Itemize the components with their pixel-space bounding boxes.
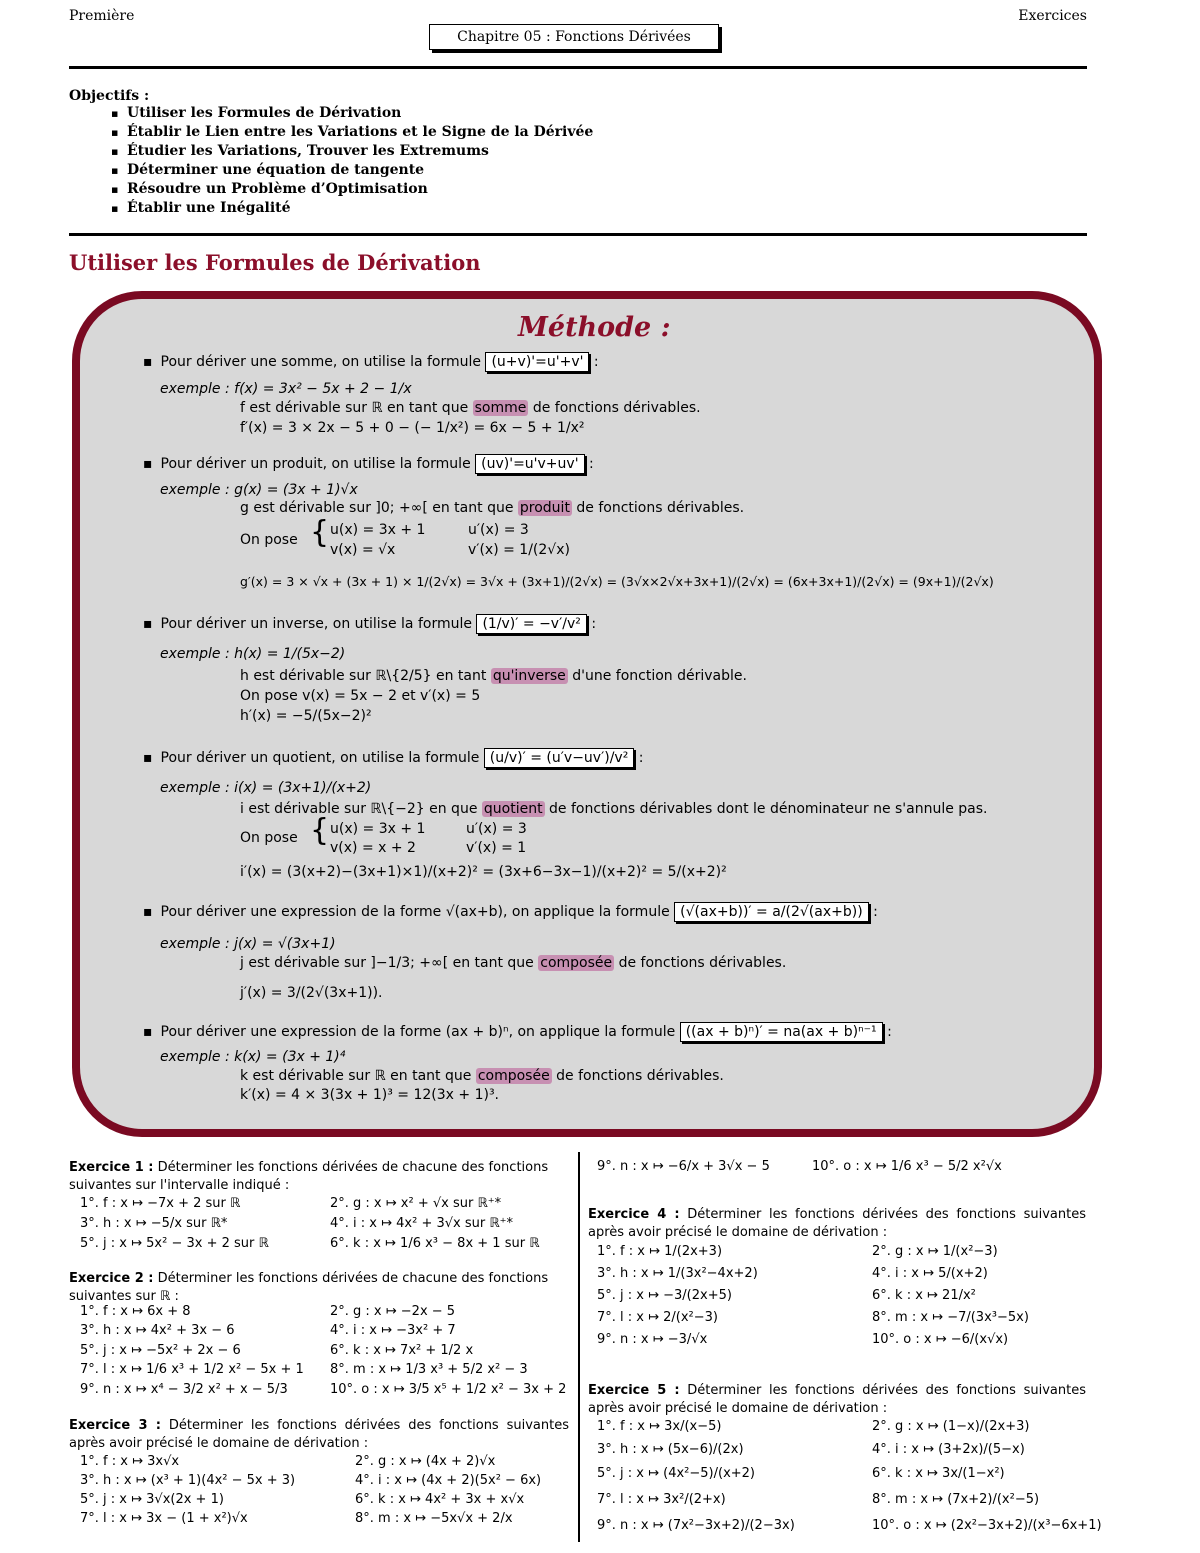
- method-puissance-intro: ▪ Pour dériver une expression de la forme (ax + b)ⁿ, on applique la formule ((ax + b)ⁿ)′ = na(ax + b)ⁿ⁻¹ :: [143, 1024, 892, 1040]
- exercise-item: 3°. h : x ↦ (x³ + 1)(4x² − 5x + 3): [80, 1473, 296, 1488]
- method-quotient-up: u′(x) = 3: [466, 821, 527, 837]
- objective-item: ▪ Déterminer une équation de tangente: [127, 161, 593, 180]
- exercise-item: 5°. j : x ↦ −3/(2x+5): [597, 1288, 732, 1303]
- formula-puissance: ((ax + b)ⁿ)′ = na(ax + b)ⁿ⁻¹: [680, 1022, 883, 1042]
- formula-inverse: (1/v)′ = −v′/v²: [476, 614, 586, 634]
- method-inverse-example: exemple : h(x) = 1/(5x−2): [160, 646, 346, 662]
- highlight-racine: composée: [540, 955, 613, 971]
- exercise-5-statement: Exercice 5 : Déterminer les fonctions dérivées des fonctions suivantes après avoir précisé le domaine de dérivation :: [588, 1383, 1086, 1416]
- highlight-quotient: quotient: [483, 801, 543, 817]
- method-quotient-u: u(x) = 3x + 1: [330, 821, 426, 837]
- method-inverse-line1: h est dérivable sur ℝ\{2/5} en tant qu'inverse d'une fonction dérivable.: [240, 668, 747, 684]
- header-left: Première: [69, 8, 135, 24]
- method-quotient-vp: v′(x) = 1: [466, 840, 527, 856]
- objective-item: ▪ Utiliser les Formules de Dérivation: [127, 104, 593, 123]
- method-puissance-line1: k est dérivable sur ℝ en tant que composée de fonctions dérivables.: [240, 1068, 724, 1084]
- exercise-item: 2°. g : x ↦ x² + √x sur ℝ⁺*: [330, 1196, 502, 1211]
- formula-quotient: (u/v)′ = (u′v−uv′)/v²: [484, 748, 635, 768]
- exercise-item: 8°. m : x ↦ (7x+2)/(x²−5): [872, 1492, 1040, 1507]
- method-produit-u: u(x) = 3x + 1: [330, 522, 426, 538]
- header-right: Exercices: [1018, 8, 1087, 24]
- method-produit-up: u′(x) = 3: [468, 522, 529, 538]
- method-racine-example: exemple : j(x) = √(3x+1): [160, 936, 336, 952]
- exercise-item: 7°. l : x ↦ 2/(x²−3): [597, 1310, 719, 1325]
- method-somme-example: exemple : f(x) = 3x² − 5x + 2 − 1/x: [160, 381, 412, 397]
- objective-item: ▪ Étudier les Variations, Trouver les Extremums: [127, 142, 593, 161]
- method-quotient-intro: ▪ Pour dériver un quotient, on utilise la formule (u/v)′ = (u′v−uv′)/v² :: [143, 750, 644, 766]
- exercise-item: 6°. k : x ↦ 7x² + 1/2 x: [330, 1343, 474, 1358]
- exercise-item: 5°. j : x ↦ 3√x(2x + 1): [80, 1492, 224, 1507]
- exercise-item: 1°. f : x ↦ 3x√x: [80, 1454, 180, 1469]
- objective-item: ▪ Résoudre un Problème d’Optimisation: [127, 180, 593, 199]
- section-title: Utiliser les Formules de Dérivation: [69, 250, 481, 275]
- exercise-item: 1°. f : x ↦ −7x + 2 sur ℝ: [80, 1196, 241, 1211]
- method-puissance-line2: k′(x) = 4 × 3(3x + 1)³ = 12(3x + 1)³.: [240, 1087, 499, 1103]
- exercise-item: 6°. k : x ↦ 1/6 x³ − 8x + 1 sur ℝ: [330, 1236, 540, 1251]
- exercise-item: 3°. h : x ↦ 1/(3x²−4x+2): [597, 1266, 758, 1281]
- formula-somme: (u+v)'=u'+v': [485, 352, 589, 372]
- exercise-item: 3°. h : x ↦ 4x² + 3x − 6: [80, 1323, 235, 1338]
- exercise-item: 8°. m : x ↦ −5x√x + 2/x: [355, 1511, 513, 1526]
- column-separator: [578, 1152, 580, 1542]
- exercise-item: 7°. l : x ↦ 3x − (1 + x²)√x: [80, 1511, 248, 1526]
- exercise-item: 4°. i : x ↦ 5/(x+2): [872, 1266, 988, 1281]
- method-quotient-pose: On pose: [240, 830, 298, 846]
- exercise-item: 2°. g : x ↦ (1−x)/(2x+3): [872, 1419, 1030, 1434]
- exercise-item: 2°. g : x ↦ 1/(x²−3): [872, 1244, 998, 1259]
- exercise-item: 5°. j : x ↦ (4x²−5)/(x+2): [597, 1466, 756, 1481]
- formula-produit: (uv)'=u'v+uv': [475, 454, 584, 474]
- method-somme-line1: f est dérivable sur ℝ en tant que somme de fonctions dérivables.: [240, 400, 701, 416]
- method-produit-line2: g′(x) = 3 × √x + (3x + 1) × 1/(2√x) = 3√x + (3x+1)/(2√x) = (3√x×2√x+3x+1)/(2√x) = (6x+3x+1)/(2√x) = (9x+1)/(2√x): [240, 574, 994, 589]
- exercise-2-statement: Exercice 2 : Déterminer les fonctions dérivées de chacune des fonctions suivantes sur ℝ :: [69, 1271, 549, 1304]
- exercise-item: 8°. m : x ↦ 1/3 x³ + 5/2 x² − 3: [330, 1362, 528, 1377]
- method-title: Méthode :: [518, 312, 671, 343]
- objective-item: ▪ Établir le Lien entre les Variations et le Signe de la Dérivée: [127, 123, 593, 142]
- exercise-item: 9°. n : x ↦ −3/√x: [597, 1332, 708, 1347]
- method-racine-line2: j′(x) = 3/(2√(3x+1)).: [240, 985, 383, 1001]
- method-quotient-v: v(x) = x + 2: [330, 840, 416, 856]
- method-box: [72, 291, 1102, 1137]
- method-inverse-line2: On pose v(x) = 5x − 2 et v′(x) = 5: [240, 688, 481, 704]
- exercise-item: 2°. g : x ↦ (4x + 2)√x: [355, 1454, 496, 1469]
- exercise-item: 6°. k : x ↦ 21/x²: [872, 1288, 976, 1303]
- exercise-item: 7°. l : x ↦ 1/6 x³ + 1/2 x² − 5x + 1: [80, 1362, 304, 1377]
- exercise-item: 7°. l : x ↦ 3x²/(2+x): [597, 1492, 726, 1507]
- method-quotient-line2: i′(x) = (3(x+2)−(3x+1)×1)/(x+2)² = (3x+6−3x−1)/(x+2)² = 5/(x+2)²: [240, 864, 727, 880]
- method-racine-intro: ▪ Pour dériver une expression de la forme √(ax+b), on applique la formule (√(ax+b))′ = a/(2√(ax+b)) :: [143, 904, 878, 920]
- brace: {: [310, 515, 330, 550]
- highlight-inverse: qu'inverse: [492, 668, 566, 684]
- highlight-somme: somme: [474, 400, 527, 416]
- exercise-item: 6°. k : x ↦ 3x/(1−x²): [872, 1466, 1005, 1481]
- method-somme-line2: f′(x) = 3 × 2x − 5 + 0 − (− 1/x²) = 6x − 5 + 1/x²: [240, 420, 585, 436]
- method-inverse-intro: ▪ Pour dériver un inverse, on utilise la formule (1/v)′ = −v′/v² :: [143, 616, 596, 632]
- method-quotient-example: exemple : i(x) = (3x+1)/(x+2): [160, 780, 372, 796]
- exercise-item: 4°. i : x ↦ (3+2x)/(5−x): [872, 1442, 1025, 1457]
- objectives-rule: [69, 233, 1087, 236]
- method-puissance-example: exemple : k(x) = (3x + 1)⁴: [160, 1049, 346, 1065]
- objective-item: ▪ Établir une Inégalité: [127, 199, 593, 218]
- exercise-item: 9°. n : x ↦ −6/x + 3√x − 5: [597, 1159, 770, 1174]
- method-produit-vp: v′(x) = 1/(2√x): [468, 542, 570, 558]
- objectives-list: [69, 104, 593, 218]
- exercise-item: 1°. f : x ↦ 1/(2x+3): [597, 1244, 723, 1259]
- method-somme-intro: ▪ Pour dériver une somme, on utilise la formule (u+v)'=u'+v' :: [143, 354, 599, 370]
- brace: {: [310, 813, 330, 848]
- exercise-item: 4°. i : x ↦ (4x + 2)(5x² − 6x): [355, 1473, 542, 1488]
- exercise-item: 5°. j : x ↦ 5x² − 3x + 2 sur ℝ: [80, 1236, 269, 1251]
- method-produit-pose: On pose: [240, 532, 298, 548]
- exercise-item: 2°. g : x ↦ −2x − 5: [330, 1304, 456, 1319]
- exercise-item: 4°. i : x ↦ −3x² + 7: [330, 1323, 456, 1338]
- highlight-puissance: composée: [477, 1068, 550, 1084]
- highlight-produit: produit: [519, 500, 570, 516]
- exercise-item: 6°. k : x ↦ 4x² + 3x + x√x: [355, 1492, 525, 1507]
- exercise-item: 10°. o : x ↦ 3/5 x⁵ + 1/2 x² − 3x + 2: [330, 1382, 567, 1397]
- exercise-item: 8°. m : x ↦ −7/(3x³−5x): [872, 1310, 1029, 1325]
- exercise-item: 10°. o : x ↦ −6/(x√x): [872, 1332, 1009, 1347]
- exercise-4-statement: Exercice 4 : Déterminer les fonctions dérivées des fonctions suivantes après avoir précisé le domaine de dérivation :: [588, 1207, 1086, 1240]
- objectives: [69, 88, 593, 218]
- method-produit-example: exemple : g(x) = (3x + 1)√x: [160, 482, 358, 498]
- method-produit-line1: g est dérivable sur ]0; +∞[ en tant que produit de fonctions dérivables.: [240, 500, 745, 516]
- objectives-title: Objectifs :: [69, 88, 150, 104]
- exercise-item: 3°. h : x ↦ (5x−6)/(2x): [597, 1442, 744, 1457]
- method-racine-line1: j est dérivable sur ]−1/3; +∞[ en tant que composée de fonctions dérivables.: [240, 955, 787, 971]
- exercise-item: 5°. j : x ↦ −5x² + 2x − 6: [80, 1343, 241, 1358]
- exercise-item: 1°. f : x ↦ 6x + 8: [80, 1304, 191, 1319]
- exercise-item: 9°. n : x ↦ (7x²−3x+2)/(2−3x): [597, 1518, 795, 1533]
- exercise-item: 4°. i : x ↦ 4x² + 3√x sur ℝ⁺*: [330, 1216, 514, 1231]
- method-quotient-line1: i est dérivable sur ℝ\{−2} en que quotient de fonctions dérivables dont le dénominateur ne s'annule pas.: [240, 801, 988, 817]
- exercise-item: 10°. o : x ↦ (2x²−3x+2)/(x³−6x+1): [872, 1518, 1102, 1533]
- formula-racine: (√(ax+b))′ = a/(2√(ax+b)): [674, 902, 869, 922]
- top-rule: [69, 66, 1087, 69]
- exercise-3-statement: Exercice 3 : Déterminer les fonctions dérivées des fonctions suivantes après avoir précisé le domaine de dérivation :: [69, 1418, 569, 1451]
- exercise-item: 3°. h : x ↦ −5/x sur ℝ*: [80, 1216, 228, 1231]
- exercise-item: 9°. n : x ↦ x⁴ − 3/2 x² + x − 5/3: [80, 1382, 288, 1397]
- exercise-item: 1°. f : x ↦ 3x/(x−5): [597, 1419, 722, 1434]
- method-produit-v: v(x) = √x: [330, 542, 396, 558]
- exercise-item: 10°. o : x ↦ 1/6 x³ − 5/2 x²√x: [812, 1159, 1002, 1174]
- chapter-title: Chapitre 05 : Fonctions Dérivées: [429, 24, 719, 50]
- exercise-1-statement: Exercice 1 : Déterminer les fonctions dérivées de chacune des fonctions suivantes sur l'intervalle indiqué :: [69, 1160, 549, 1193]
- method-inverse-line3: h′(x) = −5/(5x−2)²: [240, 708, 372, 724]
- method-produit-intro: ▪ Pour dériver un produit, on utilise la formule (uv)'=u'v+uv' :: [143, 456, 594, 472]
